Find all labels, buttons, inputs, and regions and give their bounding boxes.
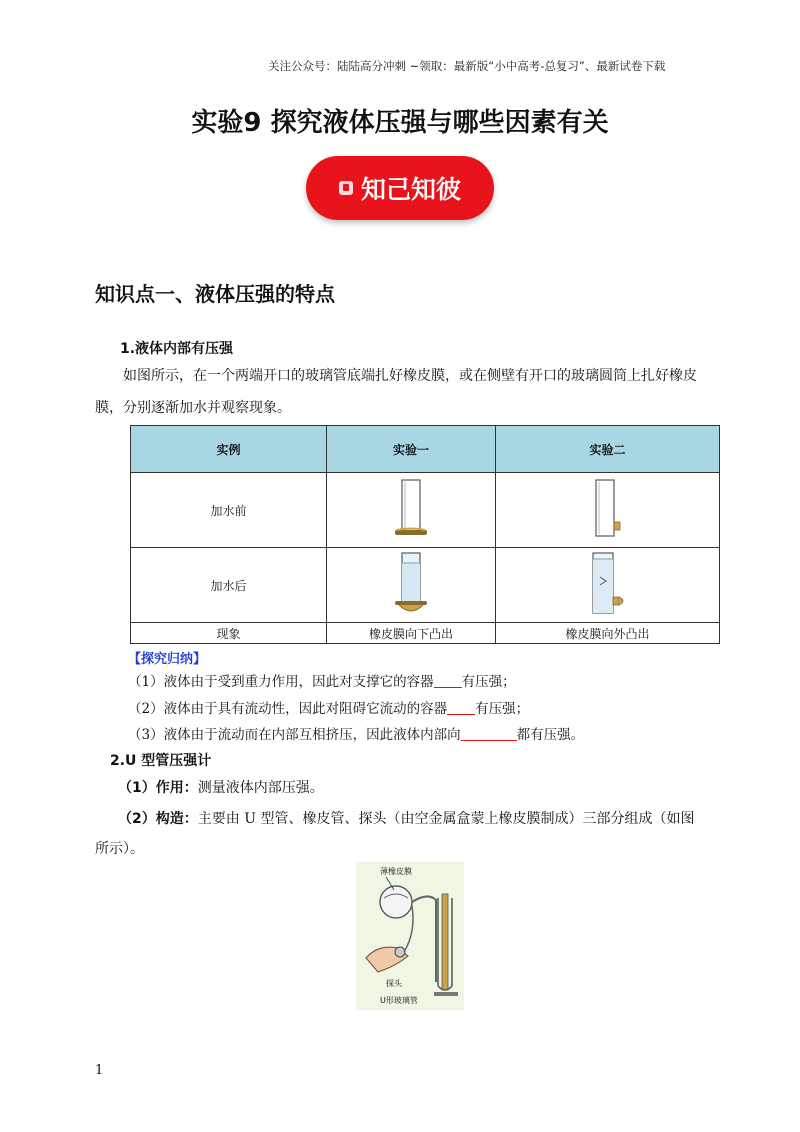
figure-label-utube: U形玻璃管 — [380, 996, 418, 1005]
header-note: 关注公众号：陆陆高分冲刺 ~领取：最新版“小中高考-总复习”、最新试卷下载 — [268, 59, 666, 73]
summary-text: 有压强； — [475, 701, 530, 717]
table-row — [131, 548, 720, 623]
section-heading: 知识点一、液体压强的特点 — [95, 282, 335, 306]
summary-text: （2）液体由于具有流动性，因此对阻碍它流动的容器 — [128, 701, 448, 717]
function-text: 测量液体内部压强。 — [197, 780, 324, 796]
section-badge — [306, 156, 494, 220]
table-header: 实验一 — [327, 426, 496, 473]
summary-line-3 — [128, 723, 584, 743]
summary-text: 有压强； — [461, 674, 516, 690]
house-icon — [339, 181, 353, 195]
phenomenon-cell: 橡皮膜向外凸出 — [496, 623, 720, 644]
subheading-1: 1.液体内部有压强 — [120, 341, 234, 357]
badge-label: 知己知彼 — [360, 175, 461, 204]
row-label: 加水前 — [131, 473, 327, 548]
figure-label-membrane: 薄橡皮膜 — [380, 867, 412, 876]
table-header: 实例 — [131, 426, 327, 473]
table-header-row — [131, 426, 720, 473]
summary-line-1 — [128, 670, 516, 690]
summary-line-2 — [128, 697, 529, 717]
structure-lead: （2）构造： — [118, 811, 198, 827]
paragraph-line-1: 如图所示，在一个两端开口的玻璃管底端扎好橡皮膜，或在侧壁有开口的玻璃圆筒上扎好橡皮 — [123, 368, 697, 384]
structure-line-2: 所示）。 — [95, 841, 144, 857]
tube-before-figure — [327, 473, 496, 548]
function-lead: （1）作用： — [118, 780, 198, 796]
summary-heading: 【探究归纳】 — [128, 652, 207, 667]
phenomenon-label: 现象 — [131, 623, 327, 644]
table-row — [131, 473, 720, 548]
cylinder-before-figure — [496, 473, 720, 548]
row-label: 加水后 — [131, 548, 327, 623]
experiment-table — [130, 425, 720, 644]
table-header: 实验二 — [496, 426, 720, 473]
summary-text: （1）液体由于受到重力作用，因此对支撑它的容器 — [128, 674, 434, 690]
cylinder-after-figure — [496, 548, 720, 623]
page-number: 1 — [95, 1063, 104, 1078]
fill-blank[interactable] — [434, 673, 462, 688]
subheading-2: 2.U 型管压强计 — [110, 753, 212, 769]
structure-text: 主要由 U 型管、橡皮管、探头（由空金属盒蒙上橡皮膜制成）三部分组成（如图 — [197, 811, 695, 827]
fill-blank[interactable] — [461, 726, 517, 741]
phenomenon-cell: 橡皮膜向下凸出 — [327, 623, 496, 644]
u-tube-manometer-figure — [356, 862, 464, 1010]
structure-line — [118, 808, 694, 828]
summary-text: （3）液体由于流动而在内部互相挤压，因此液体内部向 — [128, 727, 461, 743]
page-title: 实验9 探究液体压强与哪些因素有关 — [191, 108, 609, 138]
fill-blank[interactable] — [447, 700, 475, 715]
function-line — [118, 777, 324, 797]
paragraph-line-2: 膜，分别逐渐加水并观察现象。 — [95, 400, 291, 416]
tube-after-figure — [327, 548, 496, 623]
table-row — [131, 623, 720, 644]
summary-text: 都有压强。 — [516, 727, 585, 743]
figure-label-probe: 探头 — [386, 979, 402, 988]
